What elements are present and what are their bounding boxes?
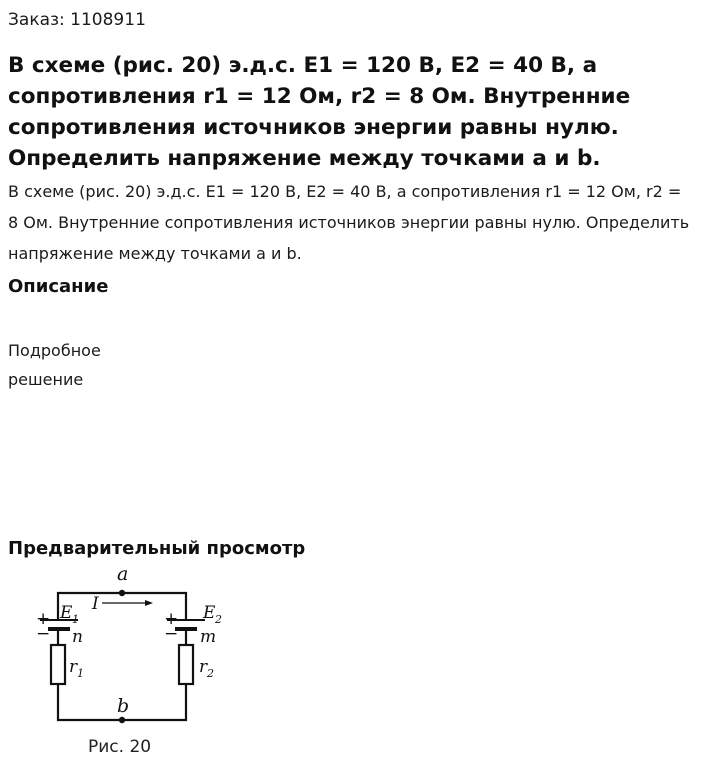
label-r2: r <box>199 657 208 677</box>
label-current: I <box>92 594 99 614</box>
resistor-r2 <box>179 645 193 684</box>
label-e2: E <box>203 603 216 623</box>
label-a: a <box>117 563 129 585</box>
preview-heading: Предварительный просмотр <box>8 538 306 559</box>
label-m: m <box>200 627 217 647</box>
figure-caption: Рис. 20 <box>88 737 152 757</box>
problem-text: В схеме (рис. 20) э.д.с. Е1 = 120 В, Е2 = 40 В, а сопротивления r1 = 12 Ом, r2 = 8 Ом. Внутренние сопротивления источников энергии равны нулю. Определить напряжение между точками a и b. <box>8 182 690 263</box>
label-e2-sub: 2 <box>215 613 222 626</box>
node-b <box>119 717 125 723</box>
resistor-r1 <box>51 645 65 684</box>
current-arrowhead <box>145 600 153 606</box>
order-number: Заказ: 1108911 <box>8 10 146 30</box>
description-text: Подробное решение <box>8 341 101 389</box>
minus-e1: − <box>36 624 51 644</box>
circuit-diagram <box>0 560 260 735</box>
plus-e2: + <box>164 609 179 629</box>
label-r1-sub: 1 <box>77 667 84 680</box>
label-e1: E <box>60 603 73 623</box>
label-n: n <box>72 627 83 647</box>
label-e1-sub: 1 <box>72 613 79 626</box>
plus-e1: + <box>36 609 51 629</box>
node-a <box>119 590 125 596</box>
label-r2-sub: 2 <box>207 667 214 680</box>
description-heading: Описание <box>8 276 109 297</box>
label-b: b <box>117 695 130 717</box>
problem-title: В схеме (рис. 20) э.д.с. Е1 = 120 В, Е2 = 40 В, а сопротивления r1 = 12 Ом, r2 = 8 Ом. Внутренние сопротивления источников энергии равны нулю. Определить напряжение между точками a и b. <box>8 53 631 171</box>
minus-e2: − <box>164 624 179 644</box>
label-r1: r <box>69 657 78 677</box>
